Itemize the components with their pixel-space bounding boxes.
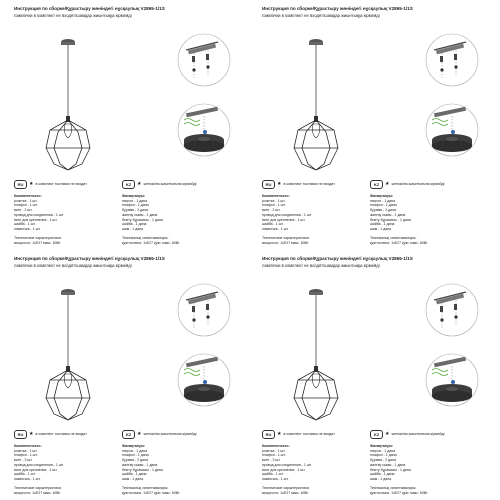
kz-legend	[370, 430, 444, 438]
kz-badge: KZ	[122, 180, 135, 189]
ru-specs	[14, 194, 119, 246]
pendant-lamp-drawing	[294, 39, 338, 170]
kz-legend	[122, 430, 196, 438]
ru-legend	[14, 180, 87, 188]
sheet-subtitle: лампочки в комплект не входят/шамдар жиынтыққа кірмейді	[262, 14, 380, 18]
ru-specs-heading: Комплектность:	[262, 194, 290, 198]
spec-line: Техникалық сипаттамалары:	[370, 486, 417, 491]
spec-line: винт для крепления - 1 шт.	[14, 217, 58, 222]
spec-line: қуаттылығы: 1xE27 қуат. макс. 60Вт	[122, 241, 180, 246]
language-legend	[14, 430, 242, 440]
ru-specs	[262, 444, 367, 496]
spec-line: бұрама - 2 дана	[122, 458, 148, 463]
spec-line: лампочка - 1 шт.	[14, 227, 41, 232]
spec-line: шайба - 1 дана	[122, 222, 147, 227]
spec-line: плафон - 1 шт.	[14, 453, 38, 458]
ru-specs-lines	[262, 449, 367, 496]
sheet-title: Инструкция по сборке/Құрастыру жөніндегі нұсқаулық V2865-1/1S	[14, 256, 165, 261]
cage-shade	[294, 370, 338, 420]
language-legend	[262, 430, 490, 440]
spec-line: бекіту бұрамасы - 1 дана	[370, 467, 411, 472]
spec-line: плафон - 1 дана	[370, 453, 397, 458]
kz-specs-lines	[122, 449, 227, 496]
step-one-detail	[178, 34, 230, 86]
pendant-lamp-drawing	[46, 39, 90, 170]
spec-line: Технические характеристики:	[262, 236, 310, 241]
spec-line: провод для соединения - 1 шт	[262, 212, 312, 217]
kz-legend-text: жеткізілім жиынтығына кірмейді	[391, 432, 445, 436]
spec-line: патрон - 1 дана	[370, 198, 396, 203]
assembly-illustration	[8, 270, 244, 428]
spec-line: қуаттылығы: 1xE27 қуат. макс. 60Вт	[370, 241, 428, 246]
step-one-detail	[426, 34, 478, 86]
star-icon: ★	[385, 430, 390, 437]
spec-line: розетка - 1 шт.	[14, 198, 38, 203]
ru-specs-heading: Комплектность:	[14, 194, 42, 198]
spec-line: бекіту бұрамасы - 1 дана	[370, 217, 411, 222]
spec-line: патрон - 1 дана	[122, 198, 148, 203]
cage-shade	[294, 120, 338, 170]
ru-specs-heading: Комплектность:	[14, 444, 42, 448]
spec-line: жалғау сымы - 1 дана	[122, 462, 158, 467]
spec-line: винт для крепления - 1 шт.	[14, 467, 58, 472]
instruction-sheet-1	[8, 6, 244, 246]
spec-line: винт - 2 шт.	[14, 458, 33, 463]
assembly-illustration	[8, 20, 244, 178]
ru-specs	[14, 444, 119, 496]
sheet-subtitle: лампочки в комплект не входят/шамдар жиынтыққа кірмейді	[14, 264, 132, 268]
spec-line: плафон - 1 дана	[370, 203, 397, 208]
cage-shade	[46, 370, 90, 420]
spec-line: провод для соединения - 1 шт	[14, 212, 64, 217]
spec-line: винт для крепления - 1 шт.	[262, 467, 306, 472]
spec-line: Техникалық сипаттамалары:	[122, 486, 169, 491]
language-legend	[14, 180, 242, 190]
kz-specs	[370, 194, 475, 246]
spec-line: мощность: 1xE27 макс. 60Вт	[262, 241, 309, 246]
kz-specs-lines	[122, 199, 227, 246]
ru-legend-text: в комплект поставки не входит	[283, 432, 335, 436]
spec-line: жалғау сымы - 1 дана	[122, 212, 158, 217]
spec-line: винт - 2 шт.	[14, 208, 33, 213]
assembly-illustration	[256, 20, 492, 178]
kz-legend-text: жеткізілім жиынтығына кірмейді	[143, 182, 197, 186]
spec-line: шайба - 1 шт.	[262, 222, 284, 227]
instruction-sheet-3	[8, 256, 244, 496]
spec-line: қуаттылығы: 1xE27 қуат. макс. 60Вт	[370, 491, 428, 496]
spec-line: розетка - 1 шт.	[262, 448, 286, 453]
spec-line: лампочка - 1 шт.	[262, 227, 289, 232]
spec-line: жалғау сымы - 1 дана	[370, 212, 406, 217]
spec-line: патрон - 1 дана	[370, 448, 396, 453]
spec-line: мощность: 1xE27 макс. 60Вт	[14, 491, 61, 496]
spec-line: бекіту бұрамасы - 1 дана	[122, 217, 163, 222]
ru-legend-text: в комплект поставки не входит	[283, 182, 335, 186]
kz-badge: KZ	[122, 430, 135, 439]
spec-line: бекіту бұрамасы - 1 дана	[122, 467, 163, 472]
spec-line: шам - 1 дана	[370, 477, 392, 482]
kz-badge: KZ	[370, 430, 383, 439]
spec-line: шам - 1 дана	[370, 227, 392, 232]
ru-specs-heading: Комплектность:	[262, 444, 290, 448]
language-legend	[262, 180, 490, 190]
kz-specs-heading: Жинақталуы:	[122, 444, 146, 448]
spec-line: розетка - 1 шт.	[262, 198, 286, 203]
ru-badge: RU	[262, 180, 275, 189]
step-two-detail	[426, 104, 478, 156]
ru-legend	[262, 180, 335, 188]
ru-specs-lines	[14, 449, 119, 496]
bulb-shape	[312, 374, 319, 388]
kz-specs-lines	[370, 199, 475, 246]
assembly-illustration	[256, 270, 492, 428]
sheet-title: Инструкция по сборке/Құрастыру жөніндегі нұсқаулық V2865-1/1S	[262, 6, 413, 11]
spec-line: патрон - 1 дана	[122, 448, 148, 453]
spec-line: шам - 1 дана	[122, 477, 144, 482]
kz-specs-heading: Жинақталуы:	[122, 194, 146, 198]
step-two-detail	[426, 354, 478, 406]
spec-line: винт - 2 шт.	[262, 458, 281, 463]
sheet-subtitle: лампочки в комплект не входят/шамдар жиынтыққа кірмейді	[14, 14, 132, 18]
spec-line: лампочка - 1 шт.	[14, 477, 41, 482]
spec-line: мощность: 1xE27 макс. 60Вт	[262, 491, 309, 496]
spec-line: провод для соединения - 1 шт	[262, 462, 312, 467]
bulb-shape	[64, 374, 71, 388]
ru-specs	[262, 194, 367, 246]
sheet-subtitle: лампочки в комплект не входят/шамдар жиынтыққа кірмейді	[262, 264, 380, 268]
kz-specs	[122, 444, 227, 496]
star-icon: ★	[137, 180, 142, 187]
spec-line: шам - 1 дана	[122, 227, 144, 232]
star-icon: ★	[385, 180, 390, 187]
step-two-detail	[178, 104, 230, 156]
spec-line: бұрама - 2 дана	[370, 208, 396, 213]
spec-line: қуаттылығы: 1xE27 қуат. макс. 60Вт	[122, 491, 180, 496]
instruction-sheet-2	[256, 6, 492, 246]
spec-line: шайба - 1 шт.	[14, 472, 36, 477]
spec-line: плафон - 1 шт.	[262, 203, 286, 208]
spec-line: плафон - 1 дана	[122, 203, 149, 208]
kz-badge: KZ	[370, 180, 383, 189]
bulb-shape	[312, 124, 319, 138]
spec-line: шайба - 1 шт.	[14, 222, 36, 227]
spec-line: лампочка - 1 шт.	[262, 477, 289, 482]
ru-badge: RU	[262, 430, 275, 439]
ru-legend-text: в комплект поставки не входит	[35, 432, 87, 436]
kz-legend-text: жеткізілім жиынтығына кірмейді	[143, 432, 197, 436]
ru-legend-text: в комплект поставки не входит	[35, 182, 87, 186]
kz-legend-text: жеткізілім жиынтығына кірмейді	[391, 182, 445, 186]
step-one-detail	[178, 284, 230, 336]
spec-line: Технические характеристики:	[14, 486, 62, 491]
spec-line: бұрама - 2 дана	[370, 458, 396, 463]
spec-line: бұрама - 2 дана	[122, 208, 148, 213]
sheet-title: Инструкция по сборке/Құрастыру жөніндегі нұсқаулық V2865-1/1S	[14, 6, 165, 11]
ru-badge: RU	[14, 180, 27, 189]
ru-specs-lines	[262, 199, 367, 246]
kz-legend	[370, 180, 444, 188]
pendant-lamp-drawing	[294, 289, 338, 420]
spec-line: провод для соединения - 1 шт	[14, 462, 64, 467]
spec-line: винт для крепления - 1 шт.	[262, 217, 306, 222]
spec-line: Технические характеристики:	[14, 236, 62, 241]
spec-line: плафон - 1 шт.	[262, 453, 286, 458]
star-icon: ★	[137, 430, 142, 437]
spec-line: шайба - 1 шт.	[262, 472, 284, 477]
kz-specs	[122, 194, 227, 246]
ru-legend	[262, 430, 335, 438]
spec-line: плафон - 1 дана	[122, 453, 149, 458]
kz-specs-heading: Жинақталуы:	[370, 194, 394, 198]
cage-shade	[46, 120, 90, 170]
star-icon: ★	[277, 180, 282, 187]
spec-line: шайба - 1 дана	[370, 472, 395, 477]
kz-specs-lines	[370, 449, 475, 496]
spec-line: розетка - 1 шт.	[14, 448, 38, 453]
spec-line: Техникалық сипаттамалары:	[370, 236, 417, 241]
kz-specs	[370, 444, 475, 496]
pendant-lamp-drawing	[46, 289, 90, 420]
sheet-title: Инструкция по сборке/Құрастыру жөніндегі нұсқаулық V2865-1/1S	[262, 256, 413, 261]
bulb-shape	[64, 124, 71, 138]
spec-line: шайба - 1 дана	[370, 222, 395, 227]
ru-legend	[14, 430, 87, 438]
spec-line: Техникалық сипаттамалары:	[122, 236, 169, 241]
star-icon: ★	[29, 180, 34, 187]
star-icon: ★	[277, 430, 282, 437]
spec-line: жалғау сымы - 1 дана	[370, 462, 406, 467]
step-two-detail	[178, 354, 230, 406]
spec-line: Технические характеристики:	[262, 486, 310, 491]
spec-line: шайба - 1 дана	[122, 472, 147, 477]
step-one-detail	[426, 284, 478, 336]
ru-specs-lines	[14, 199, 119, 246]
ru-badge: RU	[14, 430, 27, 439]
instruction-sheet-4	[256, 256, 492, 496]
spec-line: винт - 2 шт.	[262, 208, 281, 213]
kz-specs-heading: Жинақталуы:	[370, 444, 394, 448]
spec-line: мощность: 1xE27 макс. 60Вт	[14, 241, 61, 246]
kz-legend	[122, 180, 196, 188]
star-icon: ★	[29, 430, 34, 437]
spec-line: плафон - 1 шт.	[14, 203, 38, 208]
